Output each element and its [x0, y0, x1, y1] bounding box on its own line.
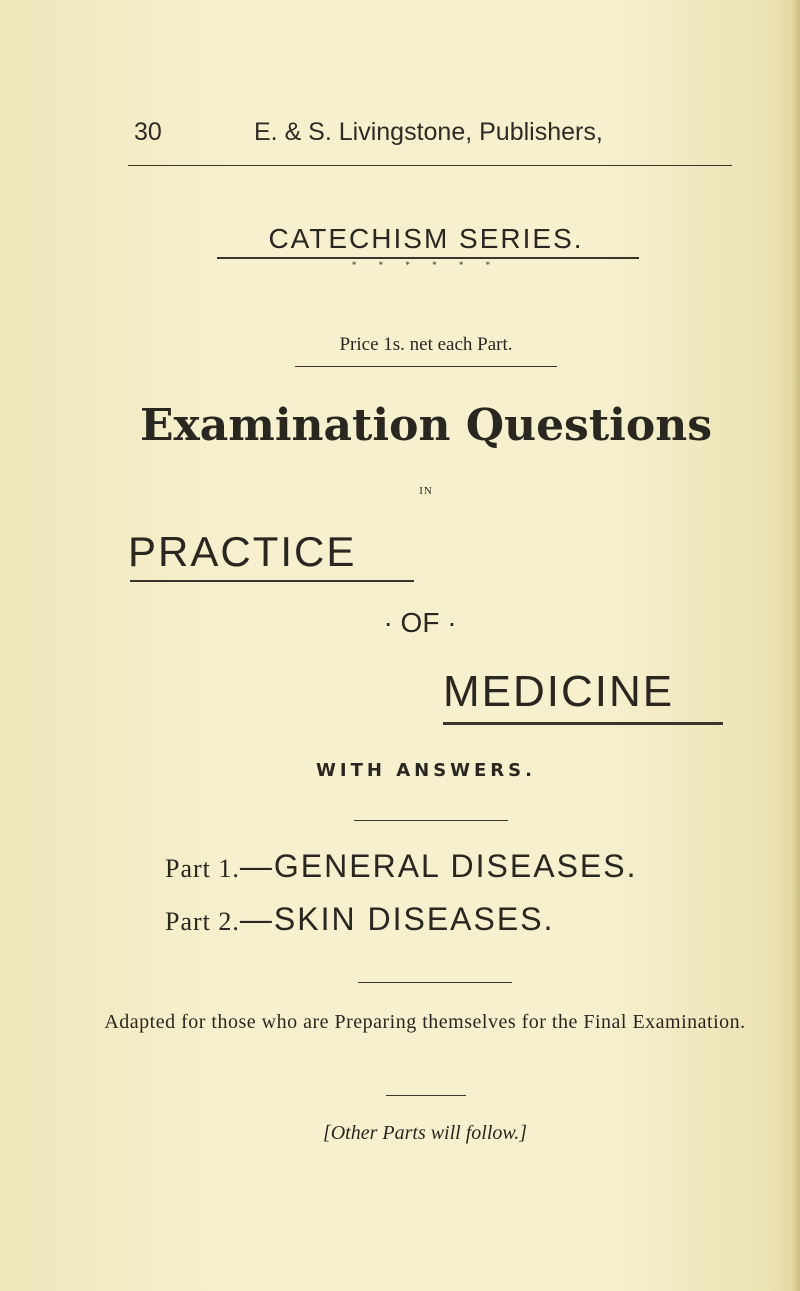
price-line: Price 1s. net each Part.: [339, 334, 513, 355]
parts-rule: [358, 982, 512, 983]
book-title-in: IN: [419, 485, 433, 497]
book-title-examination-questions: Examination Questions: [140, 400, 712, 451]
publisher-line: E. & S. Livingstone, Publishers,: [254, 118, 603, 146]
page-edge: [790, 0, 800, 1291]
part-2: [165, 901, 554, 938]
other-parts-note: [Other Parts will follow.]: [322, 1122, 528, 1144]
part-1-label: Part 1.: [165, 854, 240, 883]
page-number: 30: [134, 118, 162, 146]
part-1: [165, 848, 637, 885]
medicine-rule: [443, 722, 723, 725]
series-rule: [217, 257, 639, 259]
book-title-medicine: MEDICINE: [443, 667, 675, 716]
answers-rule: [354, 820, 508, 821]
book-title-practice: PRACTICE: [128, 528, 357, 575]
adapted-note: Adapted for those who are Preparing themselves for the Final Examination.: [104, 1011, 746, 1033]
part-2-label: Part 2.: [165, 907, 240, 936]
price-rule: [295, 366, 557, 367]
book-title-of: · OF ·: [383, 607, 457, 638]
series-title: CATECHISM SERIES.: [268, 223, 584, 254]
practice-rule: [130, 580, 414, 582]
part-2-title: —SKIN DISEASES.: [239, 901, 555, 937]
with-answers: WITH ANSWERS.: [316, 760, 536, 781]
part-1-title: —GENERAL DISEASES.: [239, 848, 638, 884]
header-rule: [128, 165, 732, 166]
star-ornament: * * * * * *: [351, 260, 501, 270]
adapted-rule: [386, 1095, 466, 1096]
